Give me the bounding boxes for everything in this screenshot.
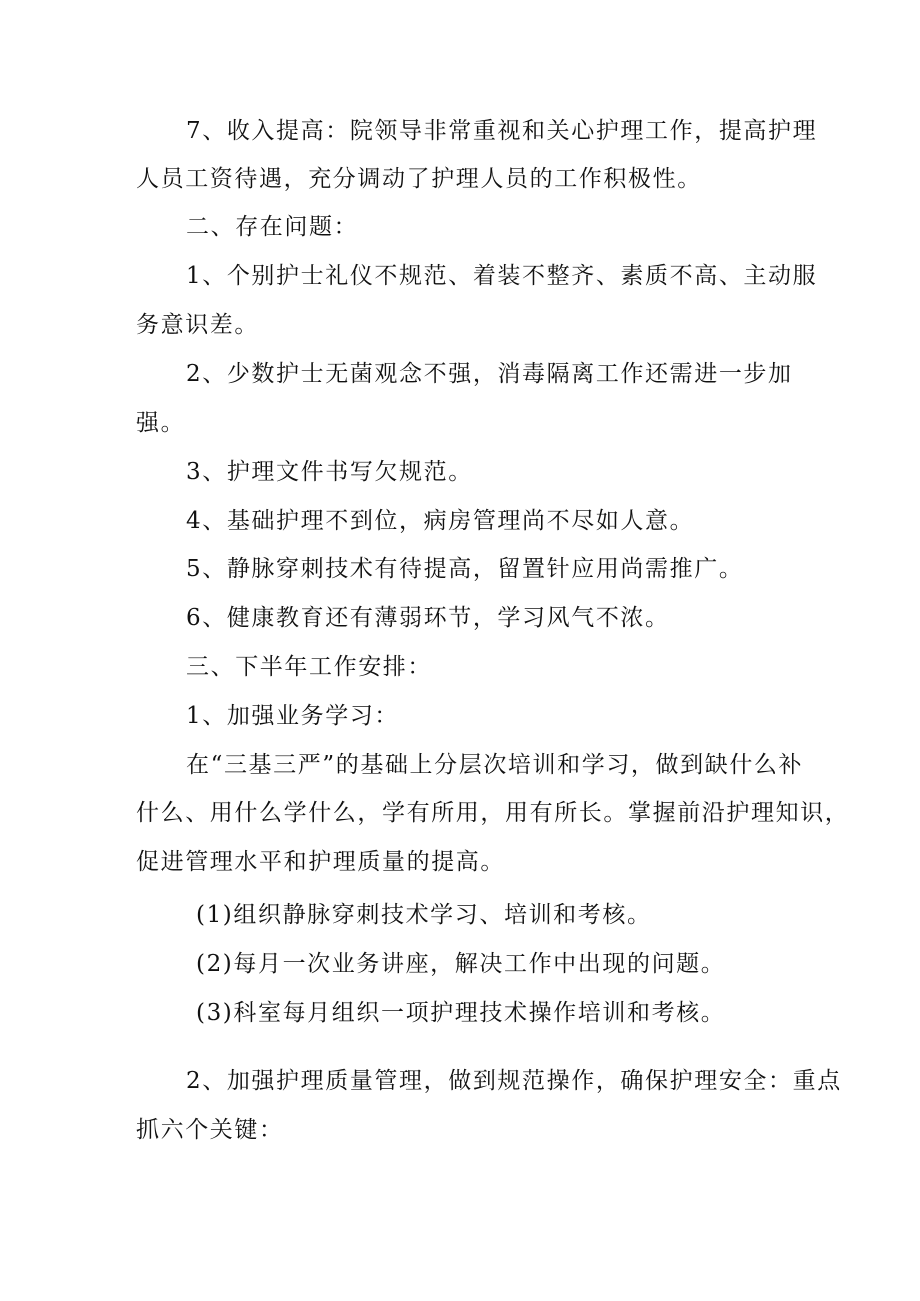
- paragraph-line: 4、基础护理不到位，病房管理尚不尽如人意。: [186, 508, 695, 534]
- list-item: (1)组织静脉穿刺技术学习、培训和考核。: [196, 902, 652, 928]
- paragraph-line: 3、护理文件书写欠规范。: [186, 459, 473, 485]
- paragraph-line: 2、少数护士无菌观念不强，消毒隔离工作还需进一步加: [186, 361, 793, 387]
- paragraph-line: 务意识差。: [136, 312, 259, 338]
- paragraph-line: 7、收入提高：院领导非常重视和关心护理工作，提高护理: [186, 118, 818, 144]
- paragraph-line: 6、健康教育还有薄弱环节，学习风气不浓。: [186, 605, 670, 631]
- paragraph-line: 5、静脉穿刺技术有待提高，留置针应用尚需推广。: [186, 556, 744, 582]
- paragraph-line: 什么、用什么学什么，学有所用，用有所长。掌握前沿护理知识，: [136, 800, 850, 826]
- paragraph-line: 人员工资待遇，充分调动了护理人员的工作积极性。: [136, 166, 702, 192]
- paragraph-line: 抓六个关键：: [136, 1117, 284, 1143]
- list-item: (3)科室每月组织一项护理技术操作培训和考核。: [196, 1000, 726, 1026]
- paragraph-line: 在“三基三严”的基础上分层次培训和学习，做到缺什么补: [186, 752, 804, 778]
- subsection-heading: 1、加强业务学习：: [186, 703, 400, 729]
- paragraph-line: 促进管理水平和护理质量的提高。: [136, 849, 505, 875]
- paragraph-line: 强。: [136, 410, 186, 436]
- paragraph-line: 2、加强护理质量管理，做到规范操作，确保护理安全：重点: [186, 1068, 842, 1094]
- section-heading: 三、下半年工作安排：: [186, 654, 432, 680]
- list-item: (2)每月一次业务讲座，解决工作中出现的问题。: [196, 951, 726, 977]
- paragraph-line: 1、个别护士礼仪不规范、着装不整齐、素质不高、主动服: [186, 263, 818, 289]
- section-heading: 二、存在问题：: [186, 214, 359, 240]
